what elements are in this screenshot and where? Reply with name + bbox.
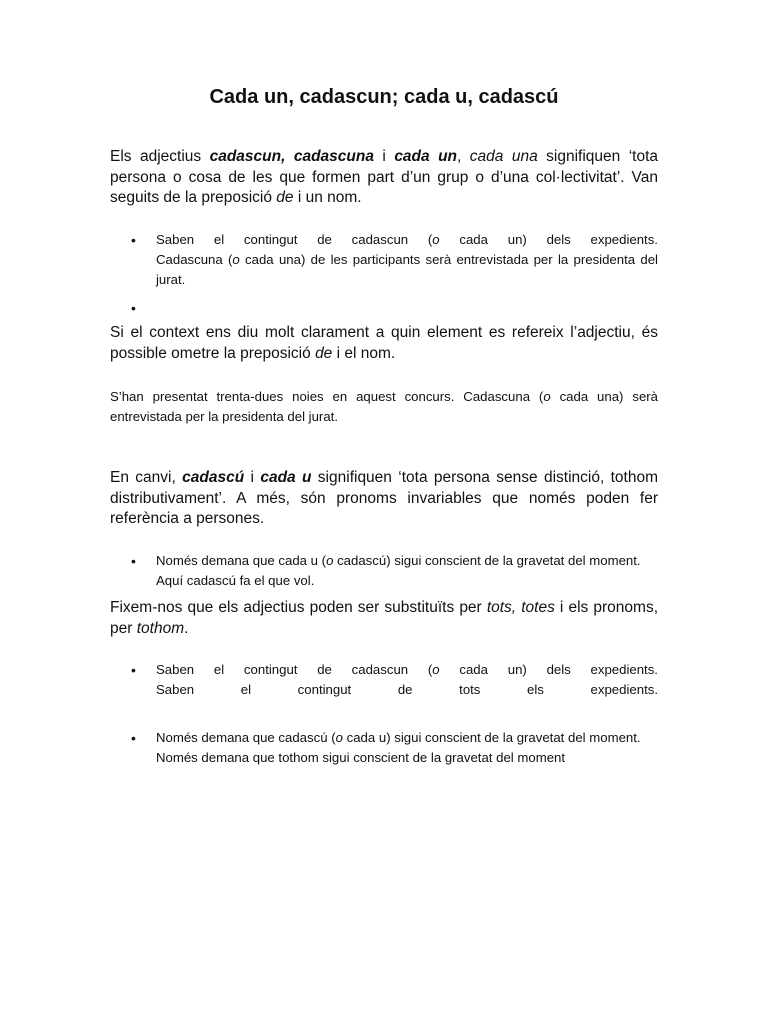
text: Només demana que cada u (	[156, 553, 327, 568]
italic-term: o	[326, 553, 334, 568]
text: cadascú) sigui conscient de la gravetat del moment.	[333, 553, 641, 568]
example-paragraph	[110, 387, 658, 427]
bold-term: cadascú	[182, 469, 245, 486]
text: i el nom.	[332, 344, 396, 362]
text: cada un) dels expedients.	[439, 662, 658, 677]
pronoun-paragraph	[110, 468, 658, 530]
text: signifiquen ‘tota persona sense distinció, tothom distributivament’. A més, són pronoms invariables que només poden fer referència a persones.	[110, 469, 658, 527]
example-line: Aquí cadascú fa el que vol.	[156, 573, 315, 588]
example-line: Saben el contingut de tots els expedients.	[156, 682, 658, 697]
context-paragraph	[110, 323, 658, 364]
example-line	[156, 230, 658, 250]
bold-term: cada u	[260, 469, 312, 486]
text: ,	[457, 148, 470, 165]
example-list-3	[110, 660, 658, 768]
example-list-2	[110, 551, 658, 591]
text: Si el context ens diu molt clarament a quin element es refereix l’adjectiu, és possible ometre la preposició	[110, 324, 658, 362]
italic-term: de	[315, 344, 333, 362]
text: cada una) de les participants serà entrevistada per la presidenta del jurat.	[156, 252, 658, 287]
italic-term: de	[276, 189, 294, 206]
text: Només demana que cadascú (	[156, 730, 336, 745]
empty-list-item	[110, 298, 658, 318]
italic-term: tothom	[136, 619, 185, 637]
italic-term: o	[543, 389, 551, 404]
text: En canvi,	[110, 469, 183, 486]
text: i un nom.	[293, 189, 362, 206]
example-line	[156, 728, 658, 748]
text: Fixem-nos que els adjectius poden ser substituïts per	[110, 599, 487, 616]
list-item	[110, 660, 658, 700]
italic-term: o	[432, 232, 440, 247]
text: signifiquen ‘tota persona o cosa de les que formen part d’un grup o d’una col·lectivitat’. Van seguits de la preposició	[110, 148, 658, 206]
text: .	[184, 619, 189, 637]
text: i els pronoms, per	[110, 599, 658, 637]
italic-term: o	[432, 662, 440, 677]
example-line	[156, 250, 658, 290]
example-list-1	[110, 230, 658, 318]
italic-term: o	[335, 730, 343, 745]
text: Els adjectius	[110, 148, 210, 165]
text: cada un) dels expedients.	[439, 232, 658, 247]
substitution-paragraph	[110, 598, 658, 639]
page-title: Cada un, cadascun; cada u, cadascú	[209, 86, 559, 108]
italic-term: tots, totes	[486, 599, 555, 616]
text: Saben el contingut de cadascun (	[156, 662, 433, 677]
bold-term: cadascun, cadascuna	[209, 148, 374, 165]
text: S’han presentat trenta-dues noies en aquest concurs. Cadascuna (	[110, 389, 544, 404]
italic-term: o	[232, 252, 240, 267]
italic-term: cada una	[469, 148, 538, 165]
list-item	[110, 551, 658, 591]
text: cada u) sigui conscient de la gravetat del moment.	[342, 730, 641, 745]
example-line: Només demana que tothom sigui conscient de la gravetat del moment	[156, 750, 566, 765]
text: Saben el contingut de cadascun (	[156, 232, 433, 247]
text: i	[244, 469, 261, 486]
example-line	[156, 660, 658, 680]
example-line	[156, 551, 658, 571]
text: cada una) serà entrevistada per la presidenta del jurat.	[110, 389, 658, 424]
list-item	[110, 728, 658, 768]
list-item	[110, 230, 658, 290]
intro-paragraph	[110, 147, 658, 209]
bold-term: cada un	[394, 148, 458, 165]
text: Cadascuna (	[156, 252, 233, 267]
text: i	[373, 148, 395, 165]
